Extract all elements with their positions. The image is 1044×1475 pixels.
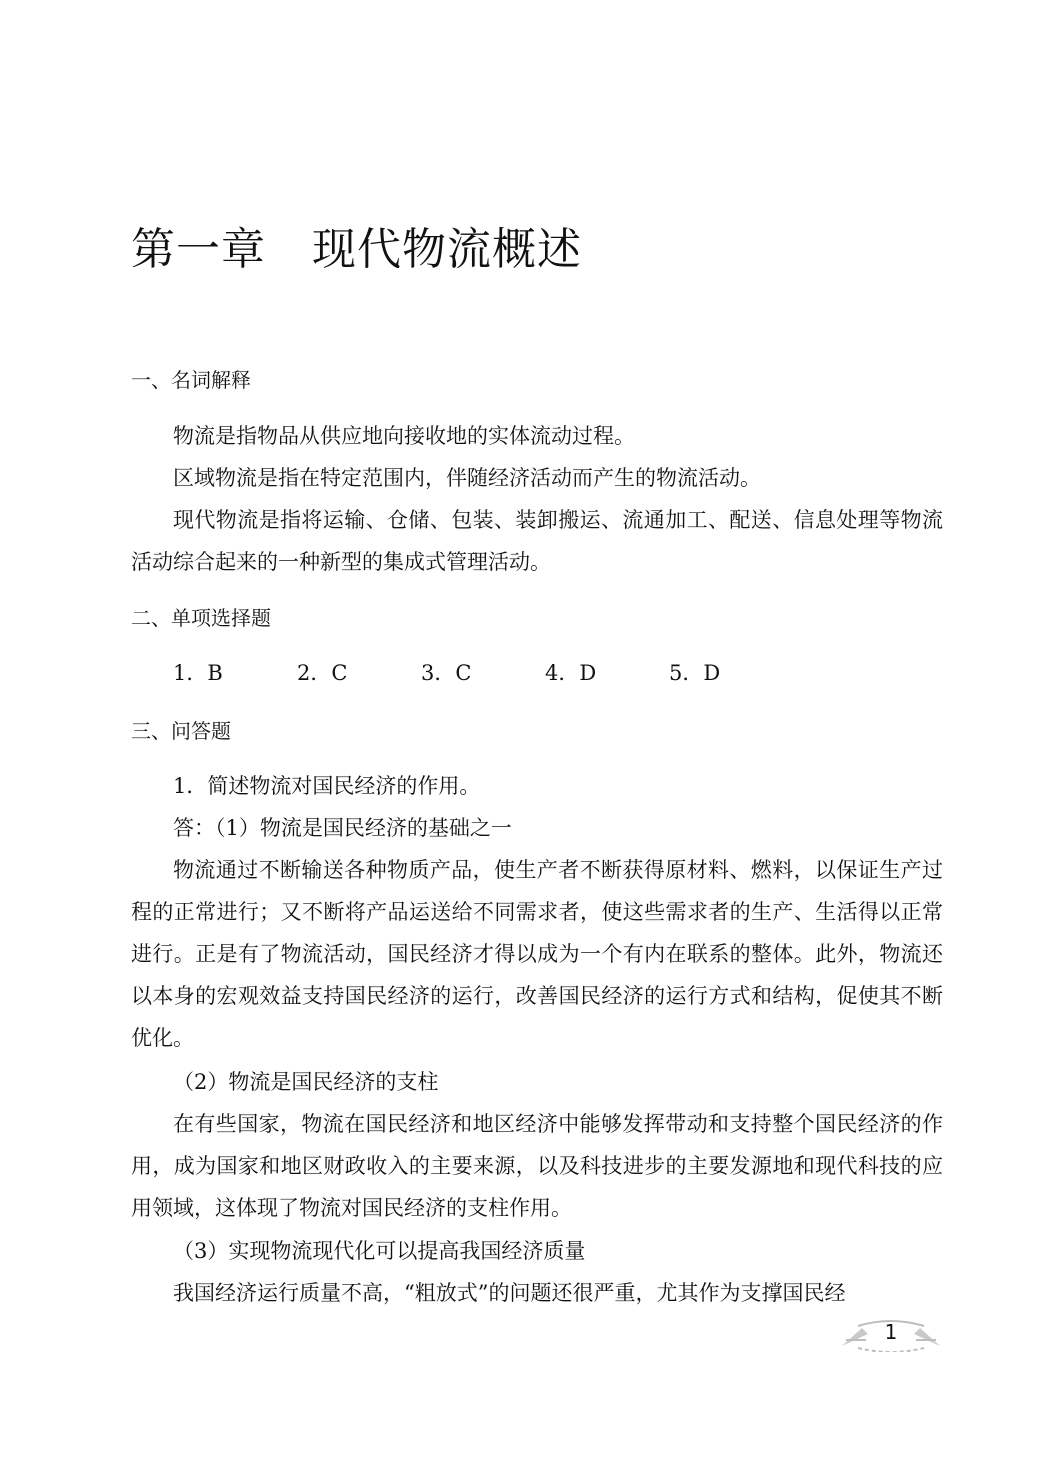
answer-subheading: （3）实现物流现代化可以提高我国经济质量 [173, 1239, 586, 1263]
answer-item: 4．D [545, 661, 597, 685]
answer-item: 3．C [421, 661, 472, 685]
section-heading-definitions: 一、名词解释 [131, 368, 251, 392]
answer-item: 5．D [669, 661, 721, 685]
definition-text: 是指在特定范围内，伴随经济活动而产生的物流活动。 [257, 466, 761, 490]
page-number: 1 [884, 1320, 898, 1344]
definition-term: 区域物流 [173, 466, 257, 490]
definition-text: 是指物品从供应地向接收地的实体流动过程。 [215, 424, 635, 448]
answer-paragraph: 在有些国家，物流在国民经济和地区经济中能够发挥带动和支持整个国民经济的作用，成为国家和地区财政收入的主要来源，以及科技进步的主要发源地和现代科技的应用领域，这体现了物流对国民经济的支柱作用。 [131, 1112, 943, 1220]
answer-item: 1．B [173, 661, 223, 685]
question-text: 1．简述物流对国民经济的作用。 [173, 774, 481, 798]
page-number-ornament [838, 1318, 944, 1352]
definition-text: 是指将运输、仓储、包装、装卸搬运、流通加工、配送、信息处理等物流活动综合起来的一种新型的集成式管理活动。 [131, 508, 944, 574]
section-heading-qa: 三、问答题 [131, 719, 231, 743]
definition-item [131, 499, 943, 583]
definition-term: 现代物流 [173, 508, 259, 532]
definition-term: 物流 [173, 424, 215, 448]
answer-subheading: （2）物流是国民经济的支柱 [173, 1070, 439, 1094]
section-heading-multiple-choice: 二、单项选择题 [131, 606, 271, 630]
answer-paragraph: 我国经济运行质量不高，“粗放式”的问题还很严重，尤其作为支撑国民经 [173, 1281, 846, 1305]
answer-paragraph: 物流通过不断输送各种物质产品，使生产者不断获得原材料、燃料，以保证生产过程的正常进行；又不断将产品运送给不同需求者，使这些需求者的生产、生活得以正常进行。正是有了物流活动，国民经济才得以成为一个有内在联系的整体。此外，物流还以本身的宏观效益支持国民经济的运行，改善国民经济的运行方式和结构，促使其不断优化。 [131, 858, 943, 1050]
definition-item [131, 457, 943, 499]
answer-key-row [173, 655, 720, 691]
chapter-number: 第一章 [131, 224, 266, 275]
chapter-title [131, 222, 582, 278]
answer-subheading: 答：（1）物流是国民经济的基础之一 [173, 816, 512, 840]
definition-item [131, 415, 943, 457]
answer-item: 2．C [297, 661, 348, 685]
chapter-name: 现代物流概述 [312, 224, 582, 275]
